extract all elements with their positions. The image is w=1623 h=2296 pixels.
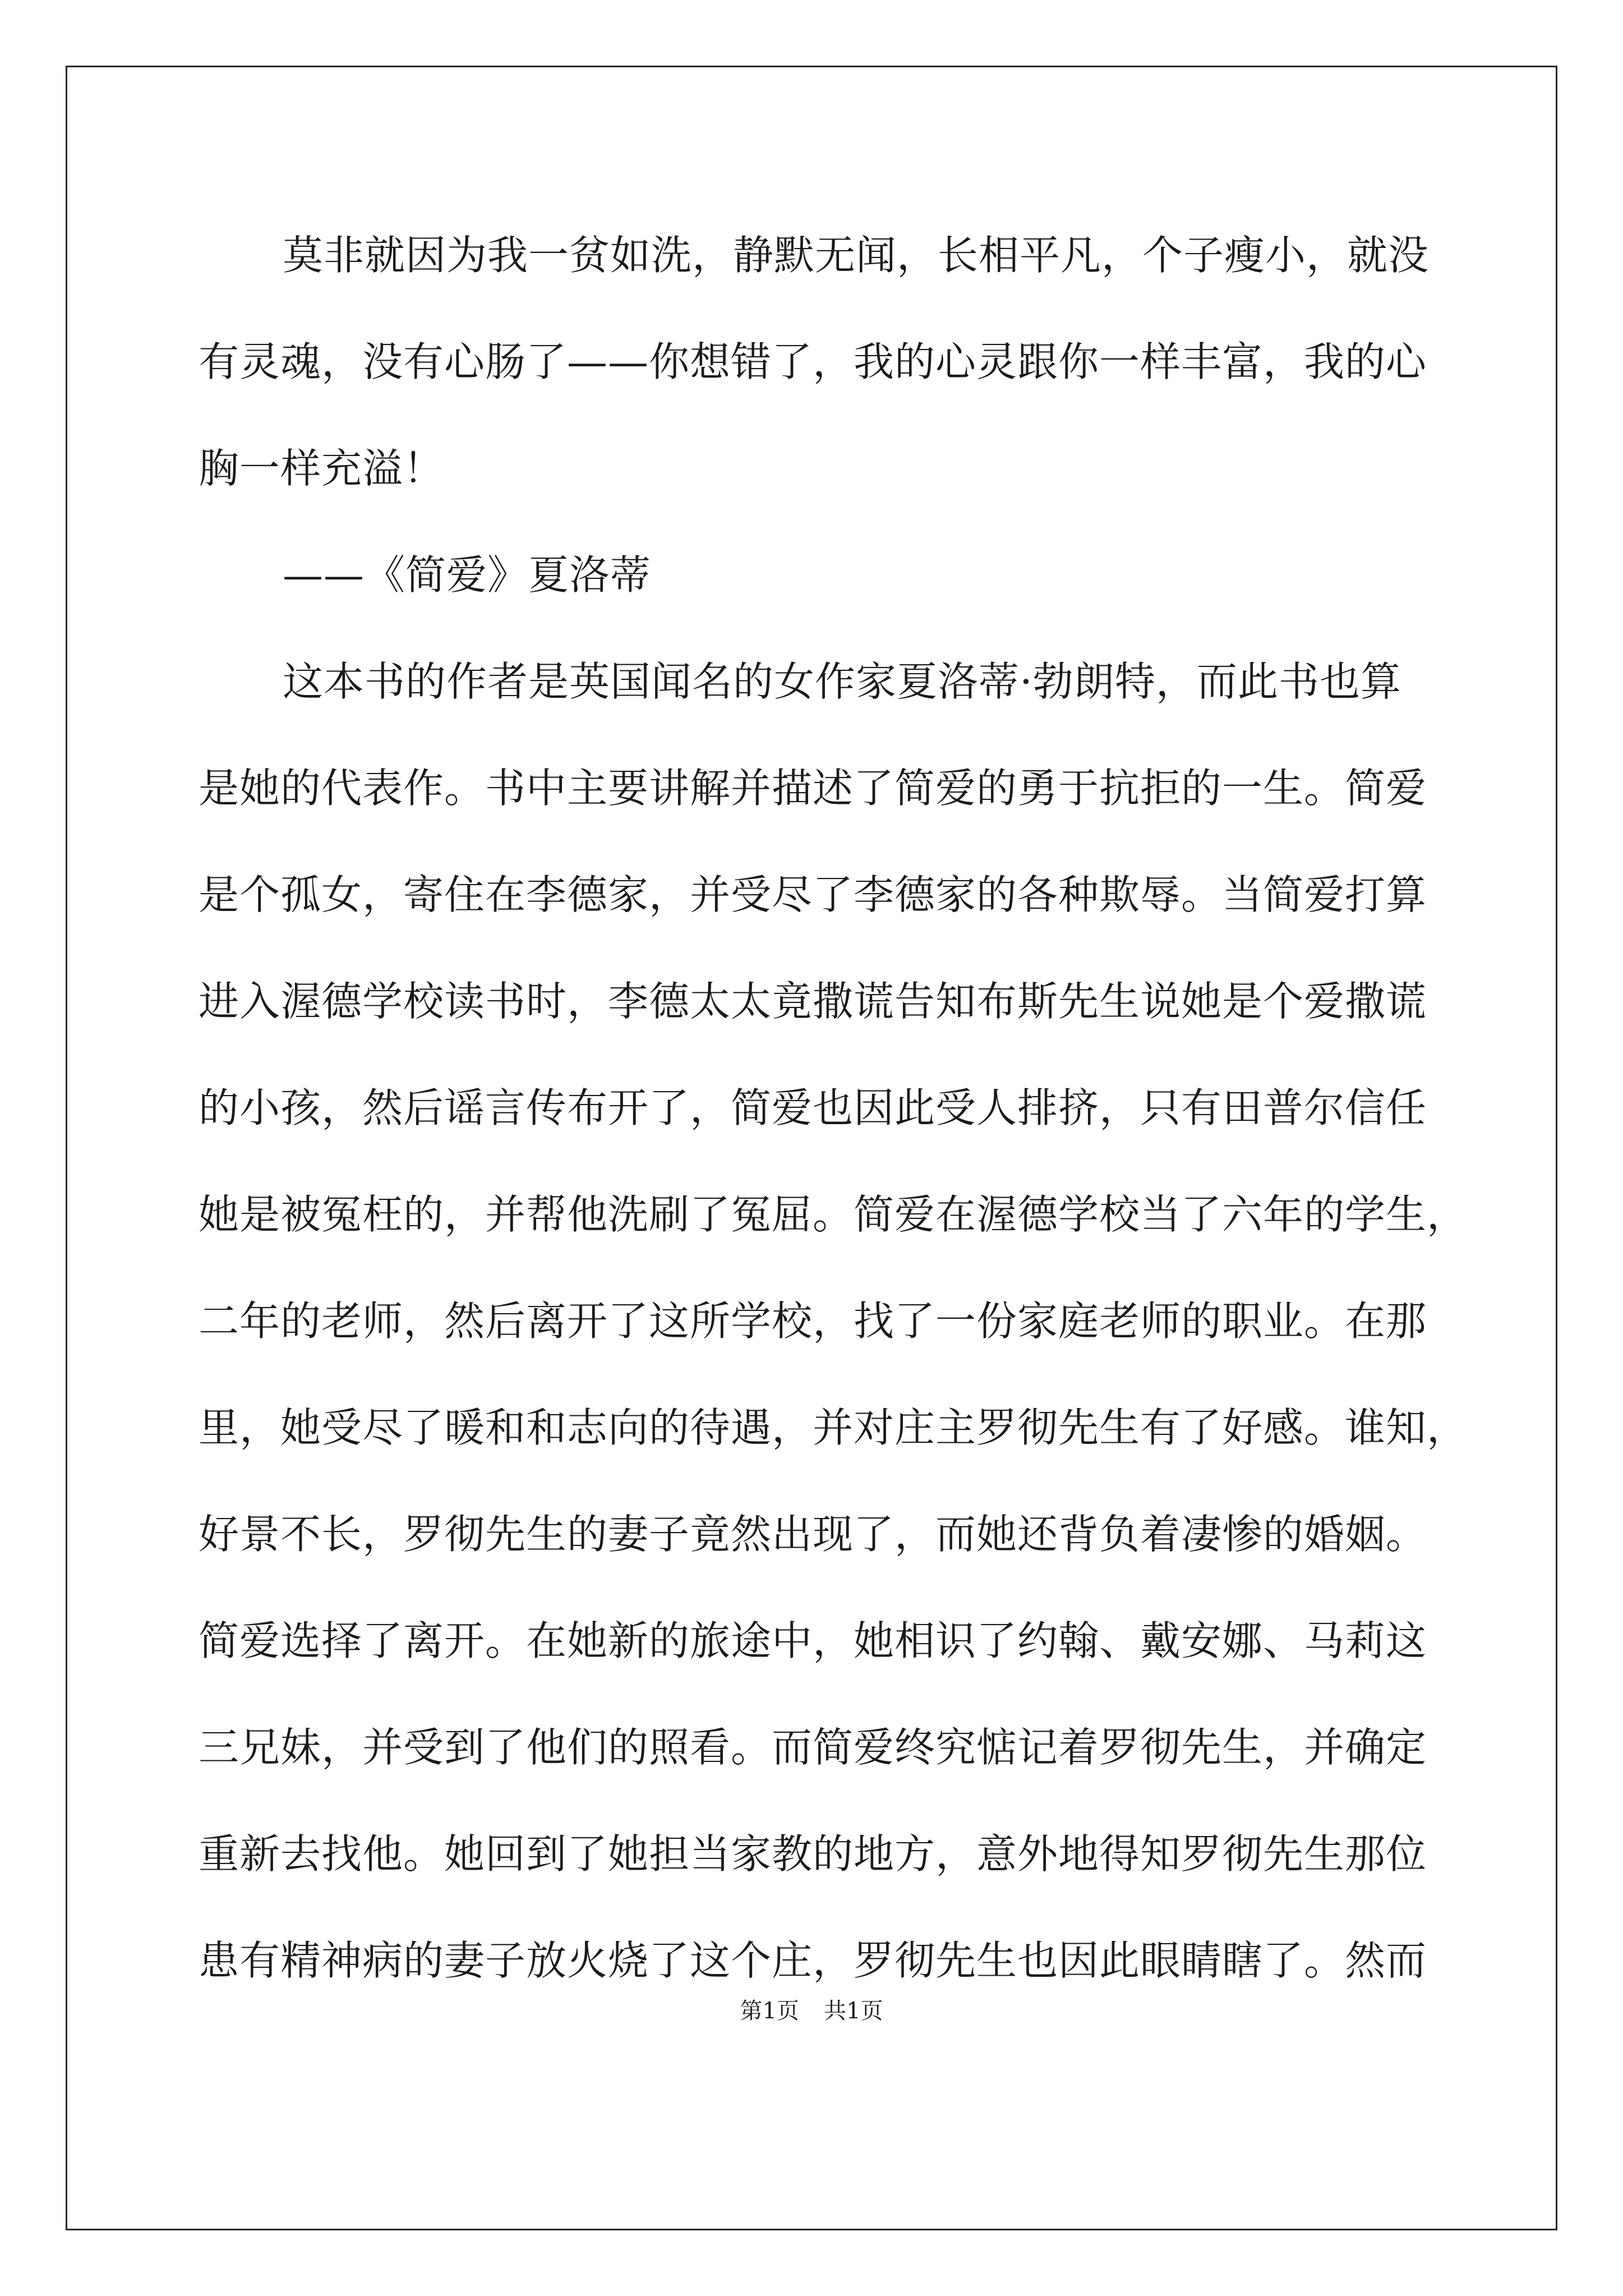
text-line: 进入渥德学校读书时，李德太太竟撒谎告知布斯先生说她是个爱撒谎	[199, 978, 1427, 1025]
text-line: 她是被冤枉的，并帮他洗刷了冤屈。简爱在渥德学校当了六年的学生，	[199, 1191, 1468, 1238]
text-line: 里，她受尽了暖和和志向的待遇，并对庄主罗彻先生有了好感。谁知，	[199, 1404, 1468, 1451]
text-line: 有灵魂，没有心肠了——你想错了，我的心灵跟你一样丰富，我的心	[199, 338, 1427, 385]
quote-attribution: ——《简爱》夏洛蒂	[283, 551, 652, 599]
text-line: 这本书的作者是英国闻名的女作家夏洛蒂·勃朗特，而此书也算	[283, 658, 1401, 705]
text-line: 重新去找他。她回到了她担当家教的地方，意外地得知罗彻先生那位	[199, 1830, 1427, 1878]
text-line: 简爱选择了离开。在她新的旅途中，她相识了约翰、戴安娜、马莉这	[199, 1617, 1427, 1664]
page-total: 共1页	[824, 1998, 883, 2024]
text-line: 二年的老师，然后离开了这所学校，找了一份家庭老师的职业。在那	[199, 1297, 1427, 1345]
text-line: 的小孩，然后谣言传布开了，简爱也因此受人排挤，只有田普尔信任	[199, 1084, 1427, 1131]
text-line: 是她的代表作。书中主要讲解并描述了简爱的勇于抗拒的一生。简爱	[199, 765, 1427, 812]
text-line: 胸一样充溢！	[199, 445, 445, 492]
text-line: 好景不长，罗彻先生的妻子竟然出现了，而她还背负着凄惨的婚姻。	[199, 1511, 1427, 1558]
text-line: 莫非就因为我一贫如洗，静默无闻，长相平凡，个子瘦小，就没	[283, 232, 1430, 279]
page-footer	[0, 1994, 1623, 2028]
text-line: 患有精神病的妻子放火烧了这个庄，罗彻先生也因此眼睛瞎了。然而	[199, 1937, 1427, 1984]
text-line: 三兄妹，并受到了他们的照看。而简爱终究惦记着罗彻先生，并确定	[199, 1724, 1427, 1771]
text-line: 是个孤女，寄住在李德家，并受尽了李德家的各种欺辱。当简爱打算	[199, 871, 1427, 918]
document-body	[199, 202, 1468, 2014]
page-number: 第1页	[740, 1998, 799, 2024]
